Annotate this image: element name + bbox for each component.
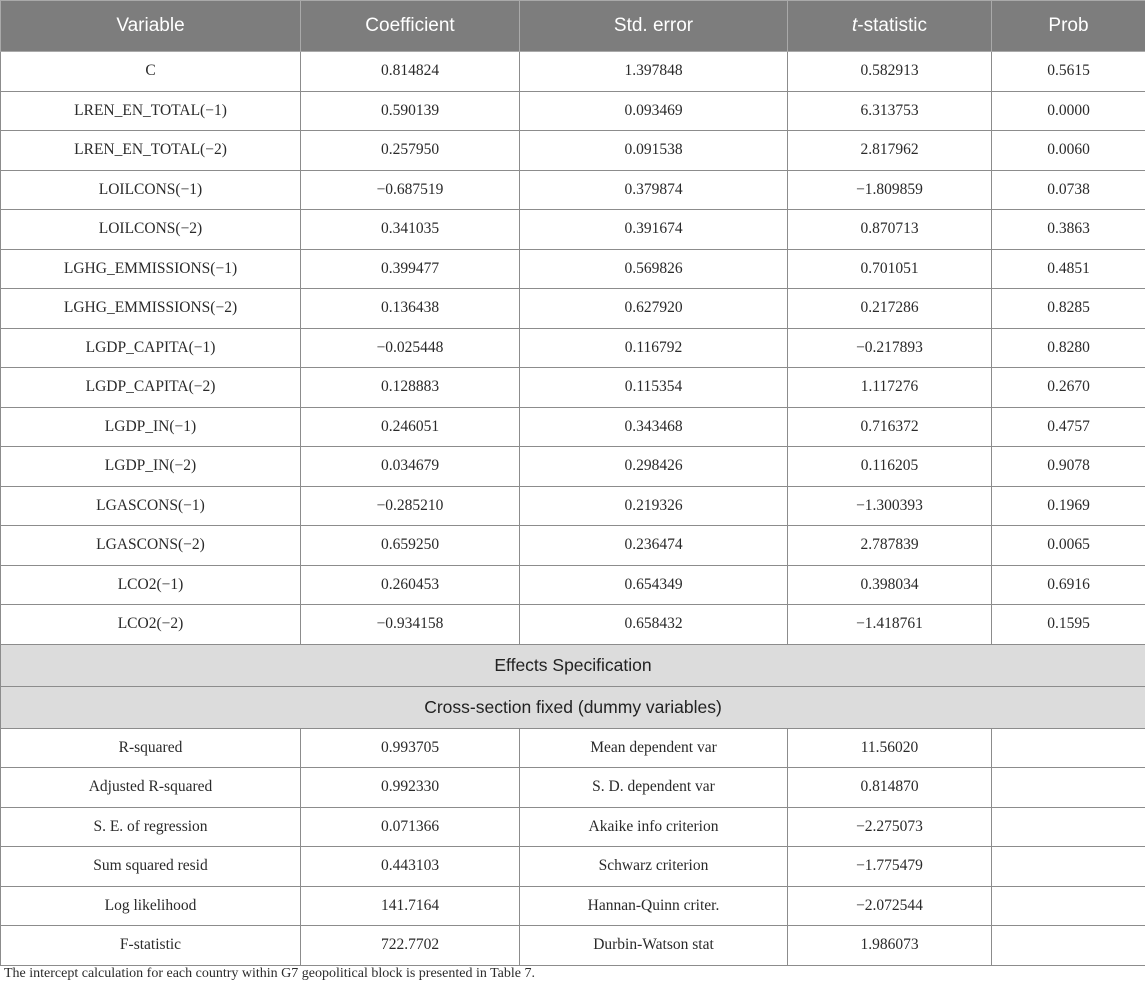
cell-coefficient: 0.814824: [301, 52, 520, 92]
header-prob: Prob: [992, 1, 1145, 52]
stat-label: R-squared: [1, 728, 301, 768]
cell-variable: LGDP_CAPITA(−2): [1, 368, 301, 408]
cell-variable: LREN_EN_TOTAL(−2): [1, 131, 301, 171]
cell-coefficient: 0.399477: [301, 249, 520, 289]
stat-label: Adjusted R-squared: [1, 768, 301, 808]
header-std-error: Std. error: [520, 1, 788, 52]
cell-variable: LGASCONS(−1): [1, 486, 301, 526]
cell-std-error: 0.236474: [520, 526, 788, 566]
cell-std-error: 0.654349: [520, 565, 788, 605]
stat-value: 0.071366: [301, 807, 520, 847]
stat-label: Durbin-Watson stat: [520, 926, 788, 966]
empty-cell: [992, 807, 1145, 847]
cell-coefficient: 0.341035: [301, 210, 520, 250]
cell-std-error: 0.569826: [520, 249, 788, 289]
stat-label: F-statistic: [1, 926, 301, 966]
cell-std-error: 1.397848: [520, 52, 788, 92]
cell-coefficient: −0.025448: [301, 328, 520, 368]
cell-coefficient: 0.257950: [301, 131, 520, 171]
cell-variable: LCO2(−1): [1, 565, 301, 605]
empty-cell: [992, 768, 1145, 808]
cell-coefficient: −0.687519: [301, 170, 520, 210]
stat-label: Mean dependent var: [520, 728, 788, 768]
cell-coefficient: 0.590139: [301, 91, 520, 131]
stat-value: 11.56020: [788, 728, 992, 768]
stat-label: Akaike info criterion: [520, 807, 788, 847]
cell-prob: 0.8280: [992, 328, 1145, 368]
cell-prob: 0.6916: [992, 565, 1145, 605]
cell-t-statistic: −1.809859: [788, 170, 992, 210]
empty-cell: [992, 886, 1145, 926]
cell-std-error: 0.627920: [520, 289, 788, 329]
stat-row: [1, 847, 1145, 887]
cell-coefficient: −0.934158: [301, 605, 520, 645]
cell-prob: 0.0000: [992, 91, 1145, 131]
cell-prob: 0.4757: [992, 407, 1145, 447]
coef-row: [1, 249, 1145, 289]
cell-variable: C: [1, 52, 301, 92]
cell-t-statistic: 0.701051: [788, 249, 992, 289]
cell-t-statistic: −0.217893: [788, 328, 992, 368]
cell-t-statistic: 2.787839: [788, 526, 992, 566]
cell-std-error: 0.116792: [520, 328, 788, 368]
cell-prob: 0.3863: [992, 210, 1145, 250]
stat-label: Sum squared resid: [1, 847, 301, 887]
cell-prob: 0.9078: [992, 447, 1145, 487]
cell-prob: 0.5615: [992, 52, 1145, 92]
empty-cell: [992, 926, 1145, 966]
cell-prob: 0.1595: [992, 605, 1145, 645]
stat-value: −2.072544: [788, 886, 992, 926]
coef-row: [1, 368, 1145, 408]
cell-t-statistic: 6.313753: [788, 91, 992, 131]
cell-std-error: 0.298426: [520, 447, 788, 487]
cell-variable: LGDP_IN(−1): [1, 407, 301, 447]
header-variable: Variable: [1, 1, 301, 52]
stat-value: 0.992330: [301, 768, 520, 808]
cell-t-statistic: 0.870713: [788, 210, 992, 250]
cell-std-error: 0.115354: [520, 368, 788, 408]
table-footnote: The intercept calculation for each country within G7 geopolitical block is presented in Table 7.: [4, 966, 535, 981]
cell-prob: 0.8285: [992, 289, 1145, 329]
stat-label: Hannan-Quinn criter.: [520, 886, 788, 926]
stat-label: S. E. of regression: [1, 807, 301, 847]
cell-std-error: 0.379874: [520, 170, 788, 210]
cell-variable: LGHG_EMMISSIONS(−2): [1, 289, 301, 329]
cell-t-statistic: 0.217286: [788, 289, 992, 329]
stat-row: [1, 728, 1145, 768]
header-t-suffix: -statistic: [857, 15, 927, 36]
stat-value: 722.7702: [301, 926, 520, 966]
stat-value: −2.275073: [788, 807, 992, 847]
effects-specification-heading: Effects Specification: [1, 644, 1145, 686]
header-coefficient: Coefficient: [301, 1, 520, 52]
coef-row: [1, 91, 1145, 131]
cell-variable: LOILCONS(−2): [1, 210, 301, 250]
stat-value: 0.443103: [301, 847, 520, 887]
stat-row: [1, 926, 1145, 966]
cell-coefficient: 0.128883: [301, 368, 520, 408]
stat-row: [1, 886, 1145, 926]
header-row: [1, 1, 1145, 52]
header-t-letter: t: [852, 15, 858, 36]
cell-t-statistic: 2.817962: [788, 131, 992, 171]
cell-variable: LCO2(−2): [1, 605, 301, 645]
header-t-statistic: [788, 1, 992, 52]
cross-section-heading: Cross-section fixed (dummy variables): [1, 686, 1145, 728]
cell-t-statistic: 0.582913: [788, 52, 992, 92]
stat-value: −1.775479: [788, 847, 992, 887]
stat-value: 141.7164: [301, 886, 520, 926]
cell-prob: 0.4851: [992, 249, 1145, 289]
coef-row: [1, 526, 1145, 566]
cell-t-statistic: −1.418761: [788, 605, 992, 645]
cell-variable: LGASCONS(−2): [1, 526, 301, 566]
coef-row: [1, 407, 1145, 447]
cell-coefficient: 0.246051: [301, 407, 520, 447]
coef-row: [1, 486, 1145, 526]
cell-std-error: 0.219326: [520, 486, 788, 526]
stat-label: Log likelihood: [1, 886, 301, 926]
cell-prob: 0.0060: [992, 131, 1145, 171]
cell-prob: 0.2670: [992, 368, 1145, 408]
cell-coefficient: −0.285210: [301, 486, 520, 526]
cell-std-error: 0.091538: [520, 131, 788, 171]
coef-row: [1, 52, 1145, 92]
empty-cell: [992, 728, 1145, 768]
coef-row: [1, 447, 1145, 487]
coef-row: [1, 328, 1145, 368]
cell-t-statistic: −1.300393: [788, 486, 992, 526]
effects-specification-row: [1, 644, 1145, 686]
coef-row: [1, 210, 1145, 250]
cell-coefficient: 0.260453: [301, 565, 520, 605]
stat-label: S. D. dependent var: [520, 768, 788, 808]
cell-coefficient: 0.034679: [301, 447, 520, 487]
coef-row: [1, 605, 1145, 645]
cell-variable: LGHG_EMMISSIONS(−1): [1, 249, 301, 289]
cell-std-error: 0.343468: [520, 407, 788, 447]
cell-variable: LREN_EN_TOTAL(−1): [1, 91, 301, 131]
cell-std-error: 0.093469: [520, 91, 788, 131]
cell-t-statistic: 0.398034: [788, 565, 992, 605]
cell-t-statistic: 0.116205: [788, 447, 992, 487]
cell-prob: 0.1969: [992, 486, 1145, 526]
coef-row: [1, 565, 1145, 605]
cell-variable: LOILCONS(−1): [1, 170, 301, 210]
cell-coefficient: 0.136438: [301, 289, 520, 329]
cell-std-error: 0.391674: [520, 210, 788, 250]
cell-t-statistic: 1.117276: [788, 368, 992, 408]
cell-prob: 0.0738: [992, 170, 1145, 210]
cell-std-error: 0.658432: [520, 605, 788, 645]
stat-row: [1, 807, 1145, 847]
coef-row: [1, 289, 1145, 329]
stat-value: 1.986073: [788, 926, 992, 966]
coef-row: [1, 170, 1145, 210]
cell-prob: 0.0065: [992, 526, 1145, 566]
cell-variable: LGDP_IN(−2): [1, 447, 301, 487]
empty-cell: [992, 847, 1145, 887]
stat-value: 0.814870: [788, 768, 992, 808]
cell-t-statistic: 0.716372: [788, 407, 992, 447]
stat-row: [1, 768, 1145, 808]
cross-section-row: [1, 686, 1145, 728]
stat-value: 0.993705: [301, 728, 520, 768]
stat-label: Schwarz criterion: [520, 847, 788, 887]
coef-row: [1, 131, 1145, 171]
cell-variable: LGDP_CAPITA(−1): [1, 328, 301, 368]
cell-coefficient: 0.659250: [301, 526, 520, 566]
